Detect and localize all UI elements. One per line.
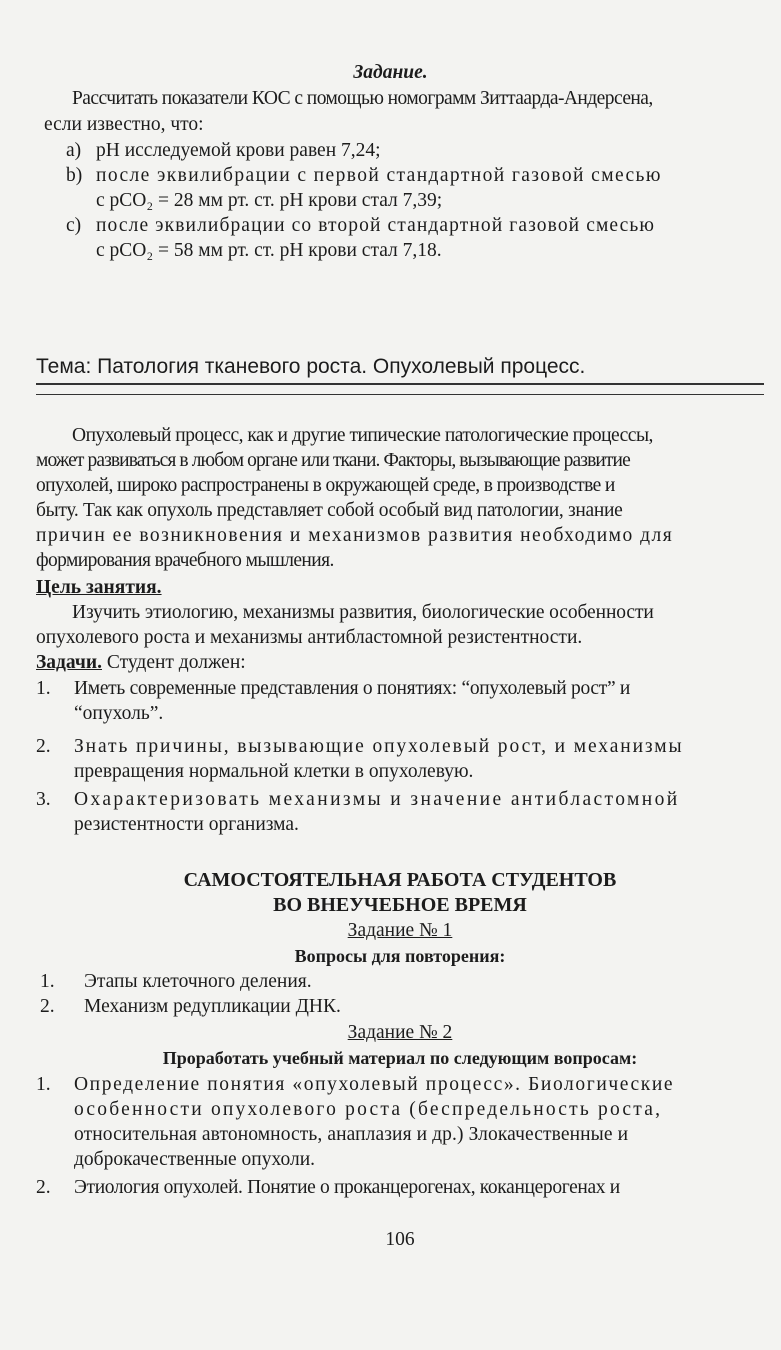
intro-paragraph: Опухолевый процесс, как и другие типические патологические процессы, может развиваться в любом органе или ткани. Факторы, вызывающие развитие опухолей, широко распространены в окружающей среде, в производстве и быту. Так как опухоль представляет собой особый вид патологии, знание причин ее возникновения и механизмов развития необходимо для формирования врачебного мышления.: [36, 425, 674, 571]
tasks-heading: Задачи.: [36, 652, 102, 673]
independent-task1-label: Задание № 1: [347, 920, 453, 941]
tasks-item-1: 1. Иметь современные представления о понятиях: “опухолевый рост” и “опухоль”.: [36, 678, 631, 724]
task-item-c: с) после эквилибрации со второй стандартной газовой смесью с рСО₂ = 58 мм рт. ст. рН крови стал 7,18.: [66, 215, 656, 261]
independent-title-2: ВО ВНЕУЧЕБНОЕ ВРЕМЯ: [273, 894, 527, 916]
independent-task2-sub: Проработать учебный материал по следующим вопросам:: [162, 1048, 638, 1068]
independent-task1-sub: Вопросы для повторения:: [294, 946, 506, 966]
page-number: 106: [385, 1229, 415, 1250]
topic-rule-1: [36, 383, 764, 385]
task-intro-line-2: если известно, что:: [44, 114, 204, 135]
task-intro-line-1: Рассчитать показатели КОС с помощью номограмм Зиттаарда-Андерсена,: [72, 88, 653, 109]
independent-title-1: САМОСТОЯТЕЛЬНАЯ РАБОТА СТУДЕНТОВ: [183, 869, 617, 891]
task2-item-1: 1. Определение понятия «опухолевый процесс». Биологические особенности опухолевого роста (беспредельность роста, относительная автономность, анаплазия и др.) Злокачественные и доброкачественные опухоли.: [36, 1074, 675, 1170]
tasks-heading-line: [36, 650, 246, 675]
independent-task2-label: Задание № 2: [347, 1022, 453, 1043]
book-page: Задание. Рассчитать показатели КОС с помощью номограмм Зиттаарда-Андерсена, если известно, что: а) рН исследуемой крови равен 7,24; b) после эквилибрации с первой стандартной газовой смесью с рСО₂ = 28 мм рт. ст. рН крови стал 7,39; с) после эквилибрации со второй стандартной газовой смесью с рСО₂ = 58 мм рт. ст. рН крови стал 7,18. Тема: Патология тканевого роста. Опухолевый процесс. Опухолевый процесс, как и другие типические патологические процессы, может развиваться в любом органе или ткани. Факторы, вызывающие развитие опухолей, широко распространены в окружающей среде, в производстве и быту. Так как опухоль представляет собой особый вид патологии, знание причин ее возникновения и механизмов развития необходимо для формирования врачебного мышления. Цель занятия. Изучить этиологию, механизмы развития, биологические особенности опухолевого роста и механизмы антибластомной резистентности. Задачи. Студент должен: 1. Иметь современные представления о понятиях: “опухолевый рост” и “опухоль”. 2. Знать причины, вызывающие опухолевый рост, и механизмы превращения нормальной клетки в опухолевую. 3. Охарактеризовать механизмы и значение антибластомной резистентности организма. САМОСТОЯТЕЛЬНАЯ РАБОТА СТУДЕНТОВ ВО ВНЕУЧЕБНОЕ ВРЕМЯ Задание № 1 Вопросы для повторения: 1. Этапы клеточного деления. 2. Механизм редупликации ДНК. Задание № 2 Проработать учебный материал по следующим вопросам: 1. Определение понятия «опухолевый процесс». Биологические особенности опухолевого роста (беспредельность роста, относительная автономность, анаплазия и др.) Злокачественные и доброкачественные опухоли. 2. Этиология опухолей. Понятие о проканцерогенах, коканцерогенах и 106: [0, 0, 781, 1350]
goal-heading: Цель занятия.: [36, 577, 162, 598]
tasks-item-2: 2. Знать причины, вызывающие опухолевый рост, и механизмы превращения нормальной клетки в опухолевую.: [36, 736, 684, 782]
tasks-heading-rest: Студент должен:: [101, 652, 246, 673]
topic-rule-2: [36, 394, 764, 395]
topic-title: Тема: Патология тканевого роста. Опухолевый процесс.: [36, 355, 586, 378]
task-heading: Задание.: [353, 62, 428, 83]
task-item-b: b) после эквилибрации с первой стандартной газовой смесью с рСО₂ = 28 мм рт. ст. рН крови стал 7,39;: [66, 165, 662, 211]
goal-text: Изучить этиологию, механизмы развития, биологические особенности опухолевого роста и механизмы антибластомной резистентности.: [36, 602, 654, 648]
tasks-item-3: 3. Охарактеризовать механизмы и значение антибластомной резистентности организма.: [36, 789, 680, 835]
